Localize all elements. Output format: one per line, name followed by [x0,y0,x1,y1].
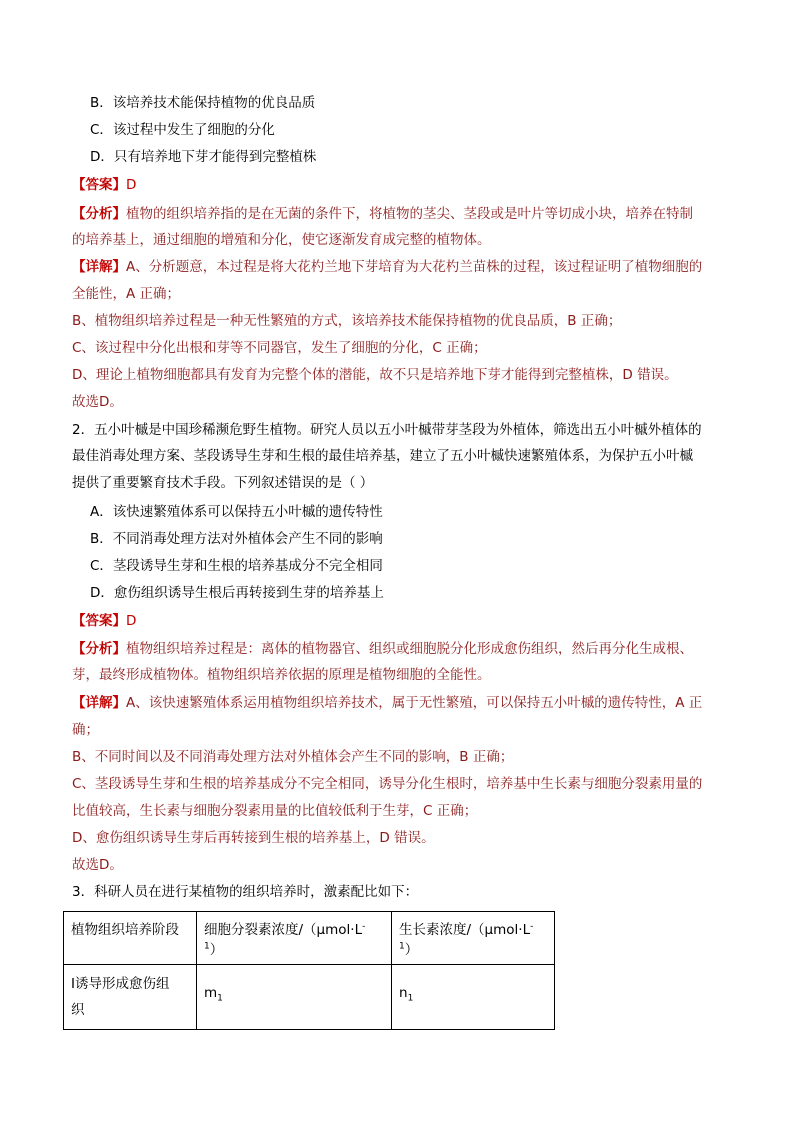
q1-answer: 【答案】D [72,177,137,193]
q1-analysis-line-1: 【分析】植物的组织培养指的是在无菌的条件下，将植物的茎尖、茎段或是叶片等切成小块，培养在特制 [72,206,693,222]
table-cell-auxin: $n_1$ [392,965,555,1030]
table-header-cytokinin: 细胞分裂素浓度$/(\mu mol\cdot L^{-1})$ [197,912,392,965]
table-header-row [64,912,555,965]
q2-option-a: A．该快速繁殖体系可以保持五小叶槭的遗传特性 [90,504,383,520]
q1-option-c: C．该过程中发生了细胞的分化 [90,122,275,138]
table-row [64,965,555,1030]
q2-analysis-line-1: 【分析】植物组织培养过程是：离体的植物器官、组织或细胞脱分化形成愈伤组织，然后再分化生成根、 [72,641,693,657]
q2-stem-line-2: 最佳消毒处理方案、茎段诱导生芽和生根的最佳培养基，建立了五小叶槭快速繁殖体系，为保护五小叶槭 [72,448,693,464]
q2-answer: 【答案】D [72,613,137,629]
q2-detail-line-7: 故选D。 [72,857,123,873]
q1-detail-line-2: 全能性，A 正确； [72,286,181,302]
q1-detail-line-3: B、植物组织培养过程是一种无性繁殖的方式，该培养技术能保持植物的优良品质，B 正确； [72,313,622,329]
q1-analysis-line-2: 的培养基上，通过细胞的增殖和分化，使它逐渐发育成完整的植物体。 [72,232,491,248]
q2-stem-line-3: 提供了重要繁育技术手段。下列叙述错误的是（ ） [72,475,374,491]
q2-detail-line-6: D、愈伤组织诱导生芽后再转接到生根的培养基上，D 错误。 [72,830,435,846]
q2-detail-line-5: 比值较高，生长素与细胞分裂素用量的比值较低利于生芽，C 正确； [72,803,478,819]
q1-detail-line-5: D、理论上植物细胞都具有发育为完整个体的潜能，故不只是培养地下芽才能得到完整植株，D 错误。 [72,367,678,383]
table-cell-stage: Ⅰ诱导形成愈伤组 织 [64,965,197,1030]
q1-detail-line-6: 故选D。 [72,394,123,410]
hormone-table [63,911,555,1030]
q2-stem-line-1: 2．五小叶槭是中国珍稀濒危野生植物。研究人员以五小叶槭带芽茎段为外植体，筛选出五小叶槭外植体的 [72,422,702,438]
q2-option-d: D．愈伤组织诱导生根后再转接到生芽的培养基上 [90,585,384,601]
table-header-stage: 植物组织培养阶段 [64,912,197,965]
q2-option-b: B．不同消毒处理方法对外植体会产生不同的影响 [90,531,383,547]
q2-detail-line-4: C、茎段诱导生芽和生根的培养基成分不完全相同，诱导分化生根时，培养基中生长素与细胞分裂素用量的 [72,776,703,792]
q3-stem: 3．科研人员在进行某植物的组织培养时，激素配比如下： [72,884,419,900]
table-header-auxin: 生长素浓度$/(\mu mol\cdot L^{-1})$ [392,912,555,965]
q2-analysis-line-2: 芽，最终形成植物体。植物组织培养依据的原理是植物细胞的全能性。 [72,667,491,683]
q2-detail-line-1: 【详解】A、该快速繁殖体系运用植物组织培养技术，属于无性繁殖，可以保持五小叶槭的遗传特性，A 正 [72,695,703,711]
q1-detail-line-1: 【详解】A、分析题意，本过程是将大花杓兰地下芽培育为大花杓兰苗株的过程，该过程证明了植物细胞的 [72,259,703,275]
q1-option-d: D．只有培养地下芽才能得到完整植株 [90,149,317,165]
q2-detail-line-2: 确； [72,722,99,738]
q2-option-c: C．茎段诱导生芽和生根的培养基成分不完全相同 [90,558,383,574]
table-cell-cytokinin: $m_1$ [197,965,392,1030]
q1-detail-line-4: C、该过程中分化出根和芽等不同器官，发生了细胞的分化，C 正确； [72,340,487,356]
q1-option-b: B．该培养技术能保持植物的优良品质 [90,95,316,111]
q2-detail-line-3: B、不同时间以及不同消毒处理方法对外植体会产生不同的影响，B 正确； [72,749,514,765]
